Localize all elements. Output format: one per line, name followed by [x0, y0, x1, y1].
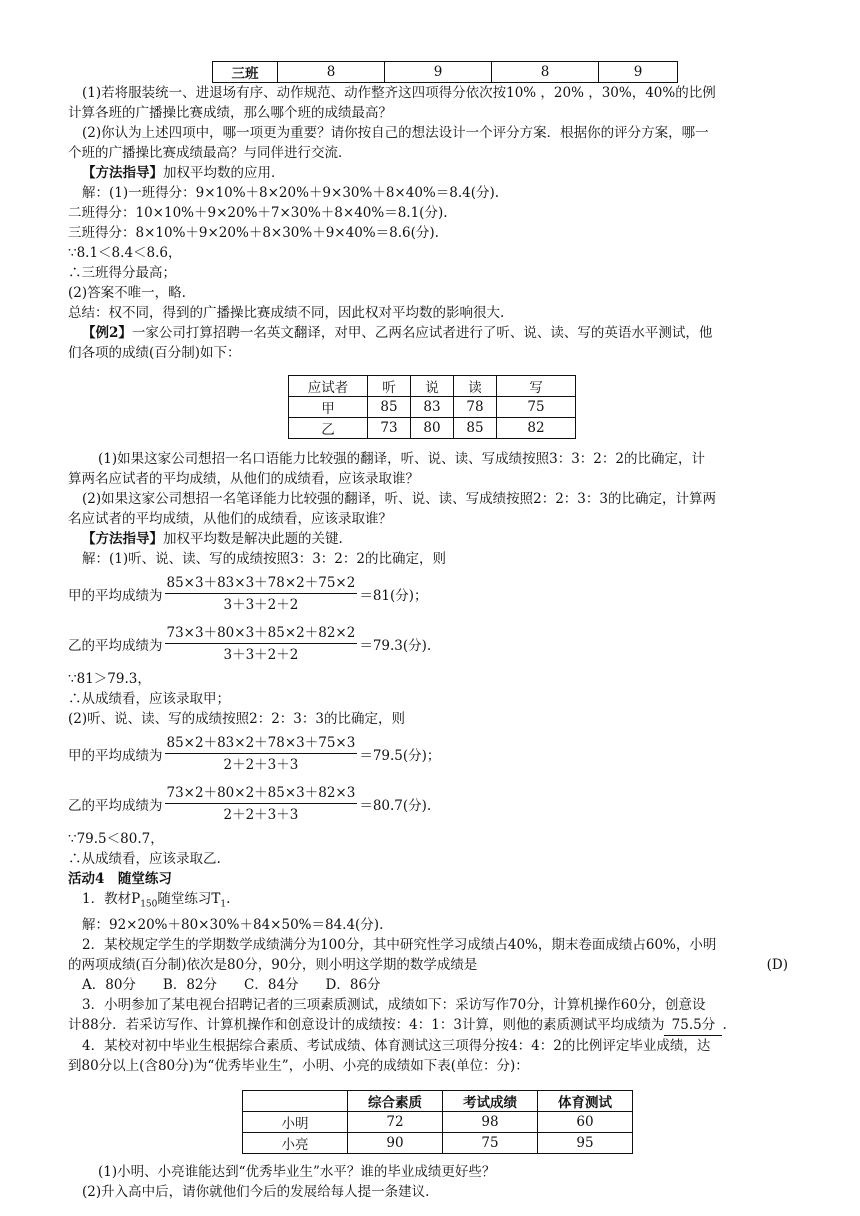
q1-part1-cont: 计算各班的广播操比赛成绩，那么哪个班的成绩最高？ — [68, 105, 392, 121]
practice-item-1-solution: 解：92×20%＋80×30%＋84×50%＝84.4(分). — [82, 916, 384, 933]
activity4-title: 活动4 随堂练习 — [68, 871, 172, 887]
table-row: 甲 85 83 78 75 — [289, 397, 576, 418]
applicant-score-table — [288, 375, 576, 439]
solution-line: ∴从成绩看，应该录取乙. — [68, 851, 221, 867]
method-guide: 【方法指导】加权平均数的应用． — [82, 165, 285, 181]
practice-item-3: 3．小明参加了某电视台招聘记者的三项素质测试，成绩如下：采访写作70分，计算机操作60分，创意设 — [82, 996, 706, 1013]
solution-line: ∵8.1＜8.4＜8.6， — [68, 245, 182, 261]
q1-part1: (1)若将服装统一、进退场有序、动作规范、动作整齐这四项得分依次按10% ，20% ，30%，40%的比例 — [82, 85, 716, 101]
practice-item-2: 2．某校规定学生的学期数学成绩满分为100分，其中研究性学习成绩占40%，期末卷面成绩占60%，小明 — [82, 936, 717, 953]
solution-line: ∵79.5＜80.7， — [68, 831, 164, 847]
solution-line: ∴三班得分最高； — [68, 265, 176, 281]
practice-item-3-cont: 计88分．若采访写作、计算机操作和创意设计的成绩按：4：1：3计算，则他的素质测试平均成绩为 75.5分 . — [68, 1015, 808, 1036]
practice-item-1: 1．教材$P_{150}$随堂练习$T_1$. — [82, 891, 231, 910]
q1-part2-cont: 个班的广播操比赛成绩最高？与同伴进行交流． — [68, 145, 352, 161]
practice-item-2-options: A．80分 B．82分 C．84分 D．86分 — [82, 976, 381, 993]
example2-intro: 【例2】一家公司打算招聘一名英文翻译，对甲、乙两名应试者进行了听、说、读、写的英语水平测试，他 — [82, 325, 713, 341]
table-row: 乙 73 80 85 82 — [289, 418, 576, 439]
example2-intro-cont: 们各项的成绩(百分制)如下： — [68, 345, 241, 361]
example2-q1-cont: 算两名应试者的平均成绩，从他们的成绩看，应该录取谁？ — [68, 471, 419, 487]
solution-line: (2)听、说、读、写的成绩按照2：2：3：3的比确定，则 — [68, 711, 405, 727]
formula-line: 甲的平均成绩为 $\frac{85\times 3+83\times 3+78\times 2+75\times 2}{3+3+2+2}$ ＝81(分)； — [68, 569, 808, 619]
solution-line: ∵81＞79.3， — [68, 671, 151, 687]
table-row: 三班 8 9 8 9 — [213, 62, 678, 83]
example2-q2: (2)如果这家公司想招一名笔译能力比较强的翻译，听、说、读、写成绩按照2：2：3：3的比确定，计算两 — [82, 491, 716, 507]
summary-line: 总结：权不同，得到的广播操比赛成绩不同，因此权对平均数的影响很大. — [68, 305, 505, 321]
practice-item-4-q1: (1)小明、小亮谁能达到“优秀毕业生”水平？谁的毕业成绩更好些？ — [98, 1163, 496, 1180]
formula-line: 甲的平均成绩为 $\frac{85\times 2+83\times 2+78\times 3+75\times 3}{2+2+3+3}$ ＝79.5(分)； — [68, 729, 808, 779]
table-header-row: 综合素质 考试成绩 体育测试 — [243, 1090, 633, 1111]
fraction: $\frac{85\times 3+83\times 3+78\times 2+75\times 2}{3+3+2+2}$ — [166, 574, 356, 613]
q1-part2: (2)你认为上述四项中，哪一项更为重要？请你按自己的想法设计一个评分方案．根据你的评分方案，哪一 — [82, 125, 709, 141]
practice-item-4-cont: 到80分以上(含80分)为“优秀毕业生”，小明、小亮的成绩如下表(单位：分)： — [68, 1057, 529, 1074]
solution-line: 二班得分：10×10%＋9×20%＋7×30%＋8×40%＝8.1(分). — [68, 205, 448, 221]
answer-blank: 75.5分 — [664, 1015, 722, 1036]
class-score-table — [212, 61, 678, 83]
fraction: $\frac{85\times 2+83\times 2+78\times 3+75\times 3}{2+2+3+3}$ — [166, 734, 356, 773]
practice-item-4-q2: (2)升入高中后，请你就他们今后的发展给每人提一条建议. — [82, 1183, 430, 1200]
fraction: $\frac{73\times 2+80\times 2+85\times 3+82\times 3}{2+2+3+3}$ — [166, 784, 356, 823]
solution-line: 解：(1)听、说、读、写的成绩按照3：3：2：2的比确定，则 — [82, 551, 446, 567]
solution-line: ∴从成绩看，应该录取甲； — [68, 691, 230, 707]
solution-line: 三班得分：8×10%＋9×20%＋8×30%＋9×40%＝8.6(分). — [68, 225, 439, 241]
formula-line: 乙的平均成绩为 $\frac{73\times 2+80\times 2+85\times 3+82\times 3}{2+2+3+3}$ ＝80.7(分). — [68, 779, 808, 829]
table-row: 小亮 90 75 95 — [243, 1132, 633, 1153]
example2-q2-cont: 名应试者的平均成绩，从他们的成绩看，应该录取谁？ — [68, 511, 392, 527]
answer-choice: (D) — [766, 956, 788, 973]
solution-line: 解：(1)一班得分：9×10%＋8×20%＋9×30%＋8×40%＝8.4(分). — [82, 185, 500, 201]
solution-line: (2)答案不唯一，略. — [68, 285, 186, 301]
fraction: $\frac{73\times 3+80\times 3+85\times 2+82\times 2}{3+3+2+2}$ — [166, 624, 356, 663]
graduate-score-table — [242, 1090, 633, 1154]
method-guide: 【方法指导】加权平均数是解决此题的关键. — [82, 531, 343, 547]
table-row: 小明 72 98 60 — [243, 1111, 633, 1132]
example2-q1: (1)如果这家公司想招一名口语能力比较强的翻译，听、说、读、写成绩按照3：3：2：2的比确定，计 — [98, 451, 705, 467]
table-header-row: 应试者 听 说 读 写 — [289, 376, 576, 397]
document-page — [68, 58, 808, 1202]
practice-item-2-cont: 的两项成绩(百分制)依次是80分，90分，则小明这学期的数学成绩是 (D) — [68, 956, 788, 973]
practice-item-4: 4．某校对初中毕业生根据综合素质、考试成绩、体育测试这三项得分按4：4：2的比例评定毕业成绩，达 — [82, 1037, 711, 1054]
formula-line: 乙的平均成绩为 $\frac{73\times 3+80\times 3+85\times 2+82\times 2}{3+3+2+2}$ ＝79.3(分). — [68, 619, 808, 669]
